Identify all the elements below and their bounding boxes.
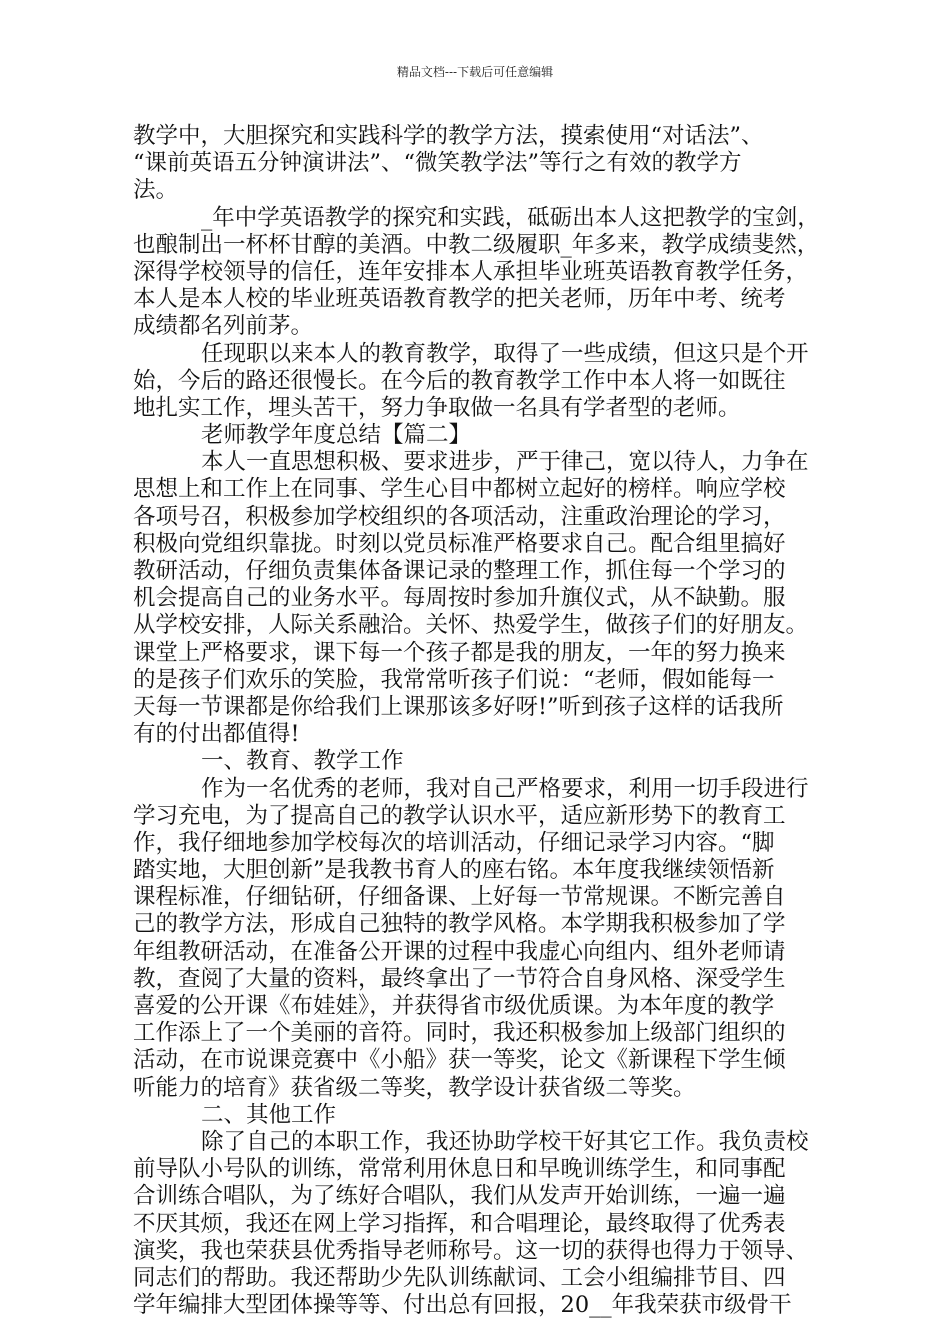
text-line: 一、教育、教学工作 [201, 748, 404, 775]
text-line: 学习充电，为了提高自己的教学认识水平，适应新形势下的教育工 [133, 802, 786, 829]
text-line: 作为一名优秀的老师，我对自己严格要求，利用一切手段进行 [201, 775, 809, 802]
text-line: 教研活动，仔细负责集体备课记录的整理工作，抓住每一个学习的 [133, 558, 786, 584]
text-line: 法。 [133, 177, 179, 204]
text-line: 思想上和工作上在同事、学生心目中都树立起好的榜样。响应学校 [133, 476, 786, 503]
text-line: 从学校安排，人际关系融洽。关怀、热爱学生，做孩子们的好朋友。 [133, 612, 809, 639]
text-line: 各项号召，积极参加学校组织的各项活动，注重政治理论的学习， [133, 503, 786, 530]
text-line: 学年编排大型团体操等等、付出总有回报，20__年我荣获市级骨干 [133, 1292, 792, 1319]
text-line: 成绩都名列前茅。 [133, 313, 314, 340]
text-line: 演奖，我也荣获县优秀指导老师称号。这一切的获得也得力于领导、 [133, 1237, 809, 1264]
text-line: 踏实地，大胆创新”是我教书育人的座右铭。本年度我继续领悟新 [133, 857, 775, 884]
text-line: 天每一节课都是你给我们上课那该多好呀!”听到孩子这样的话我所 [133, 693, 784, 720]
text-line: 任现职以来本人的教育教学，取得了一些成绩，但这只是个开 [201, 340, 809, 367]
text-line: 教学中，大胆探究和实践科学的教学方法，摸索使用“对话法”、 [133, 123, 764, 149]
document-body [133, 123, 833, 1319]
text-line: 也酿制出一杯杯甘醇的美酒。中教二级履职_年多来，教学成绩斐然， [133, 231, 820, 258]
text-line: 作，我仔细地参加学校每次的培训活动，仔细记录学习内容。“脚 [133, 829, 775, 856]
text-line: 听能力的培育》获省级二等奖，教学设计获省级二等奖。 [133, 1074, 696, 1101]
text-line: 本人一直思想积极、要求进步，严于律己，宽以待人，力争在 [201, 449, 809, 476]
text-line: 机会提高自己的业务水平。每周按时参加升旗仪式，从不缺勤。服 [133, 585, 786, 612]
text-line: 合训练合唱队，为了练好合唱队，我们从发声开始训练，一遍一遍 [133, 1183, 786, 1210]
text-line: 工作添上了一个美丽的音符。同时，我还积极参加上级部门组织的 [133, 1020, 786, 1047]
page-header: 精品文档---下载后可任意编辑 [396, 65, 554, 79]
text-line: 始，今后的路还很慢长。在今后的教育教学工作中本人将一如既往 [133, 367, 786, 394]
text-line: 前导队小号队的训练，常常利用休息日和早晚训练学生，和同事配 [133, 1156, 786, 1183]
text-line: 深得学校领导的信任，连年安排本人承担毕业班英语教育教学任务， [133, 258, 809, 285]
text-line: 老师教学年度总结【篇二】 [201, 422, 472, 449]
text-line: “课前英语五分钟演讲法”、“微笑教学法”等行之有效的教学方 [133, 150, 742, 177]
text-line: 的是孩子们欢乐的笑脸，我常常听孩子们说：“老师，假如能每一 [133, 666, 775, 693]
text-line: _年中学英语教学的探究和实践，砥砺出本人这把教学的宝剑， [201, 204, 820, 231]
text-line: 喜爱的公开课《布娃娃》，并获得省市级优质课。为本年度的教学 [133, 993, 775, 1019]
text-line: 地扎实工作，埋头苦干，努力争取做一名具有学者型的老师。 [133, 394, 741, 421]
text-line: 己的教学方法，形成自己独特的教学风格。本学期我积极参加了学 [133, 911, 786, 938]
text-line: 活动，在市说课竞赛中《小船》获一等奖，论文《新课程下学生倾 [133, 1047, 786, 1074]
text-line: 教，查阅了大量的资料，最终拿出了一节符合自身风格、深受学生 [133, 965, 786, 992]
text-line: 二、其他工作 [201, 1101, 337, 1128]
text-line: 年组教研活动，在准备公开课的过程中我虚心向组内、组外老师请 [133, 938, 786, 965]
text-line: 课堂上严格要求，课下每一个孩子都是我的朋友，一年的努力换来 [133, 639, 786, 666]
text-line: 不厌其烦，我还在网上学习指挥，和合唱理论，最终取得了优秀表 [133, 1210, 786, 1237]
text-line: 本人是本人校的毕业班英语教育教学的把关老师，历年中考、统考 [133, 286, 786, 313]
text-line: 同志们的帮助。我还帮助少先队训练献词、工会小组编排节目、四 [133, 1264, 786, 1291]
text-line: 除了自己的本职工作，我还协助学校干好其它工作。我负责校 [201, 1128, 809, 1155]
text-line: 课程标准，仔细钻研，仔细备课、上好每一节常规课。不断完善自 [133, 884, 786, 911]
text-line: 积极向党组织靠拢。时刻以党员标准严格要求自己。配合组里搞好 [133, 530, 786, 557]
text-line: 有的付出都值得! [133, 721, 300, 748]
